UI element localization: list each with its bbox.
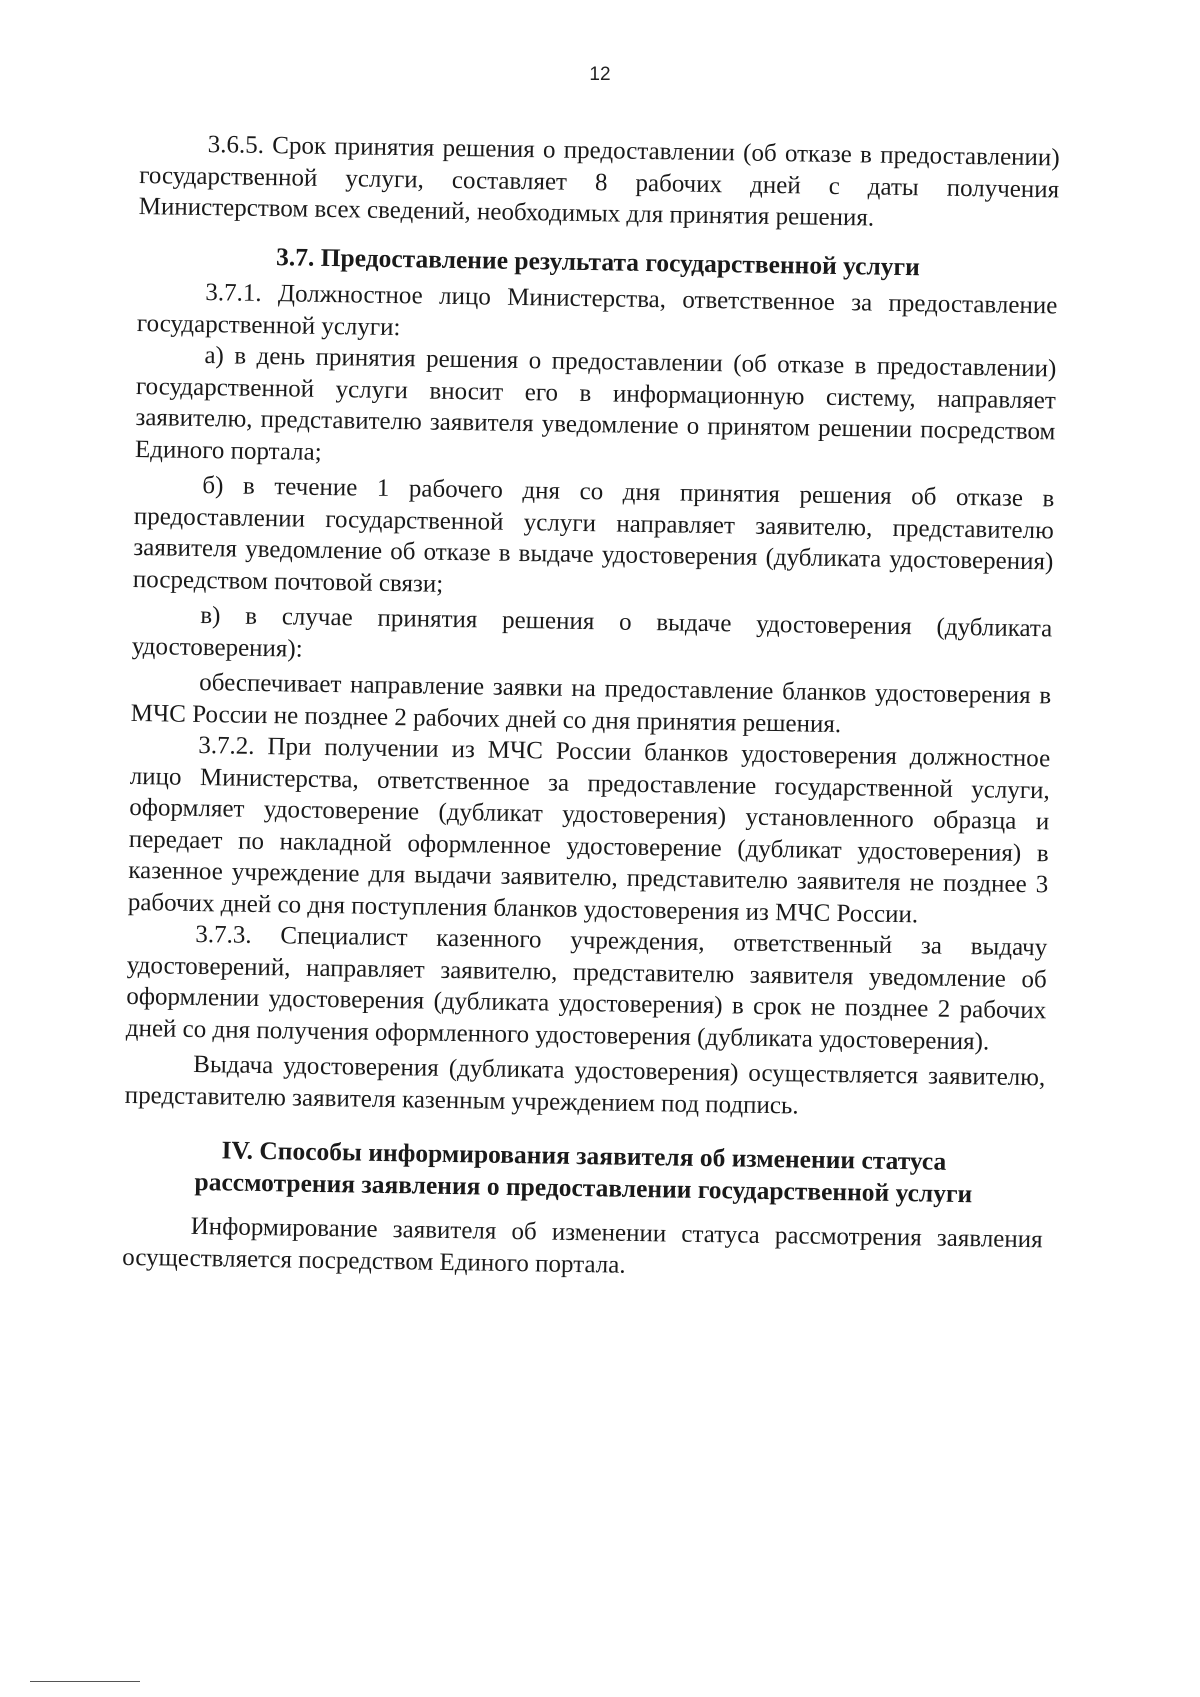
paragraph-issuance: Выдача удостоверения (дубликата удостоверения) осуществляется заявителю, представителю заявителя казенным учреждением под подпись. [124, 1050, 1046, 1119]
heading-3-7: 3.7. Предоставление результата государственной услуги [275, 241, 921, 281]
paragraph-3-7-1-b: б) в течение 1 рабочего дня со дня принятия решения об отказе в предоставлении государственной услуги направляет заявителю, представителю заявителя уведомление об отказе в выдаче удостоверения (дубликата удостоверения) посредством почтовой связи; [132, 472, 1055, 598]
paragraph-3-7-3: 3.7.3. Специалист казенного учреждения, ответственный за выдачу удостоверений, направляет заявителю, представителю заявителя уведомление об оформлении удостоверения (дубликата удостоверения) в срок не позднее 2 рабочих дней со дня получения оформленного удостоверения (дубликата удостоверения). [125, 920, 1048, 1055]
heading-section-iv [123, 1133, 1044, 1210]
paragraph-section-iv: Информирование заявителя об изменении статуса рассмотрения заявления осуществляется посредством Единого портала. [122, 1212, 1043, 1279]
heading-section-iv-line-1: IV. Способы информирования заявителя об изменении статуса [221, 1135, 947, 1176]
paragraph-3-7-2: 3.7.2. При получении из МЧС России бланков удостоверения должностное лицо Министерства, ответственное за предоставление государственной услуги, оформляет удостоверение (дубликат удостоверения) установленного образца и передает по накладной оформленное удостоверение (дубликат удостоверения) в казенное учреждение для выдачи заявителю, представителю заявителя не позднее 3 рабочих дней со дня поступления бланков удостоверения из МЧС России. [127, 731, 1051, 928]
paragraph-3-7-1-a: а) в день принятия решения о предоставлении (об отказе в предоставлении) государственной услуги вносит его в информационную систему, направляет заявителю, представителю заявителя уведомление о принятом решении посредством Единого портала; [134, 342, 1057, 466]
heading-section-iv-line-2: рассмотрения заявления о предоставлении государственной услуги [194, 1166, 973, 1208]
paragraph-3-7-1-v-item: обеспечивает направление заявки на предоставление бланков удостоверения в МЧС России не позднее 2 рабочих дней со дня принятия решения. [130, 669, 1052, 738]
paragraph-3-7-1: 3.7.1. Должностное лицо Министерства, ответственное за предоставление государственной услуги: [136, 279, 1058, 341]
paragraph-3-7-1-v: в) в случае принятия решения о выдаче удостоверения (дубликата удостоверения): [131, 602, 1053, 663]
page-number: 12 [589, 64, 611, 85]
footer-rule [30, 1681, 140, 1682]
paragraph-3-6-5: 3.6.5. Срок принятия решения о предоставлении (об отказе в предоставлении) государственной услуги, составляет 8 рабочих дней с даты получения Министерством всех сведений, необходимых для принятия решения. [138, 131, 1060, 232]
document-body [122, 128, 1060, 1287]
